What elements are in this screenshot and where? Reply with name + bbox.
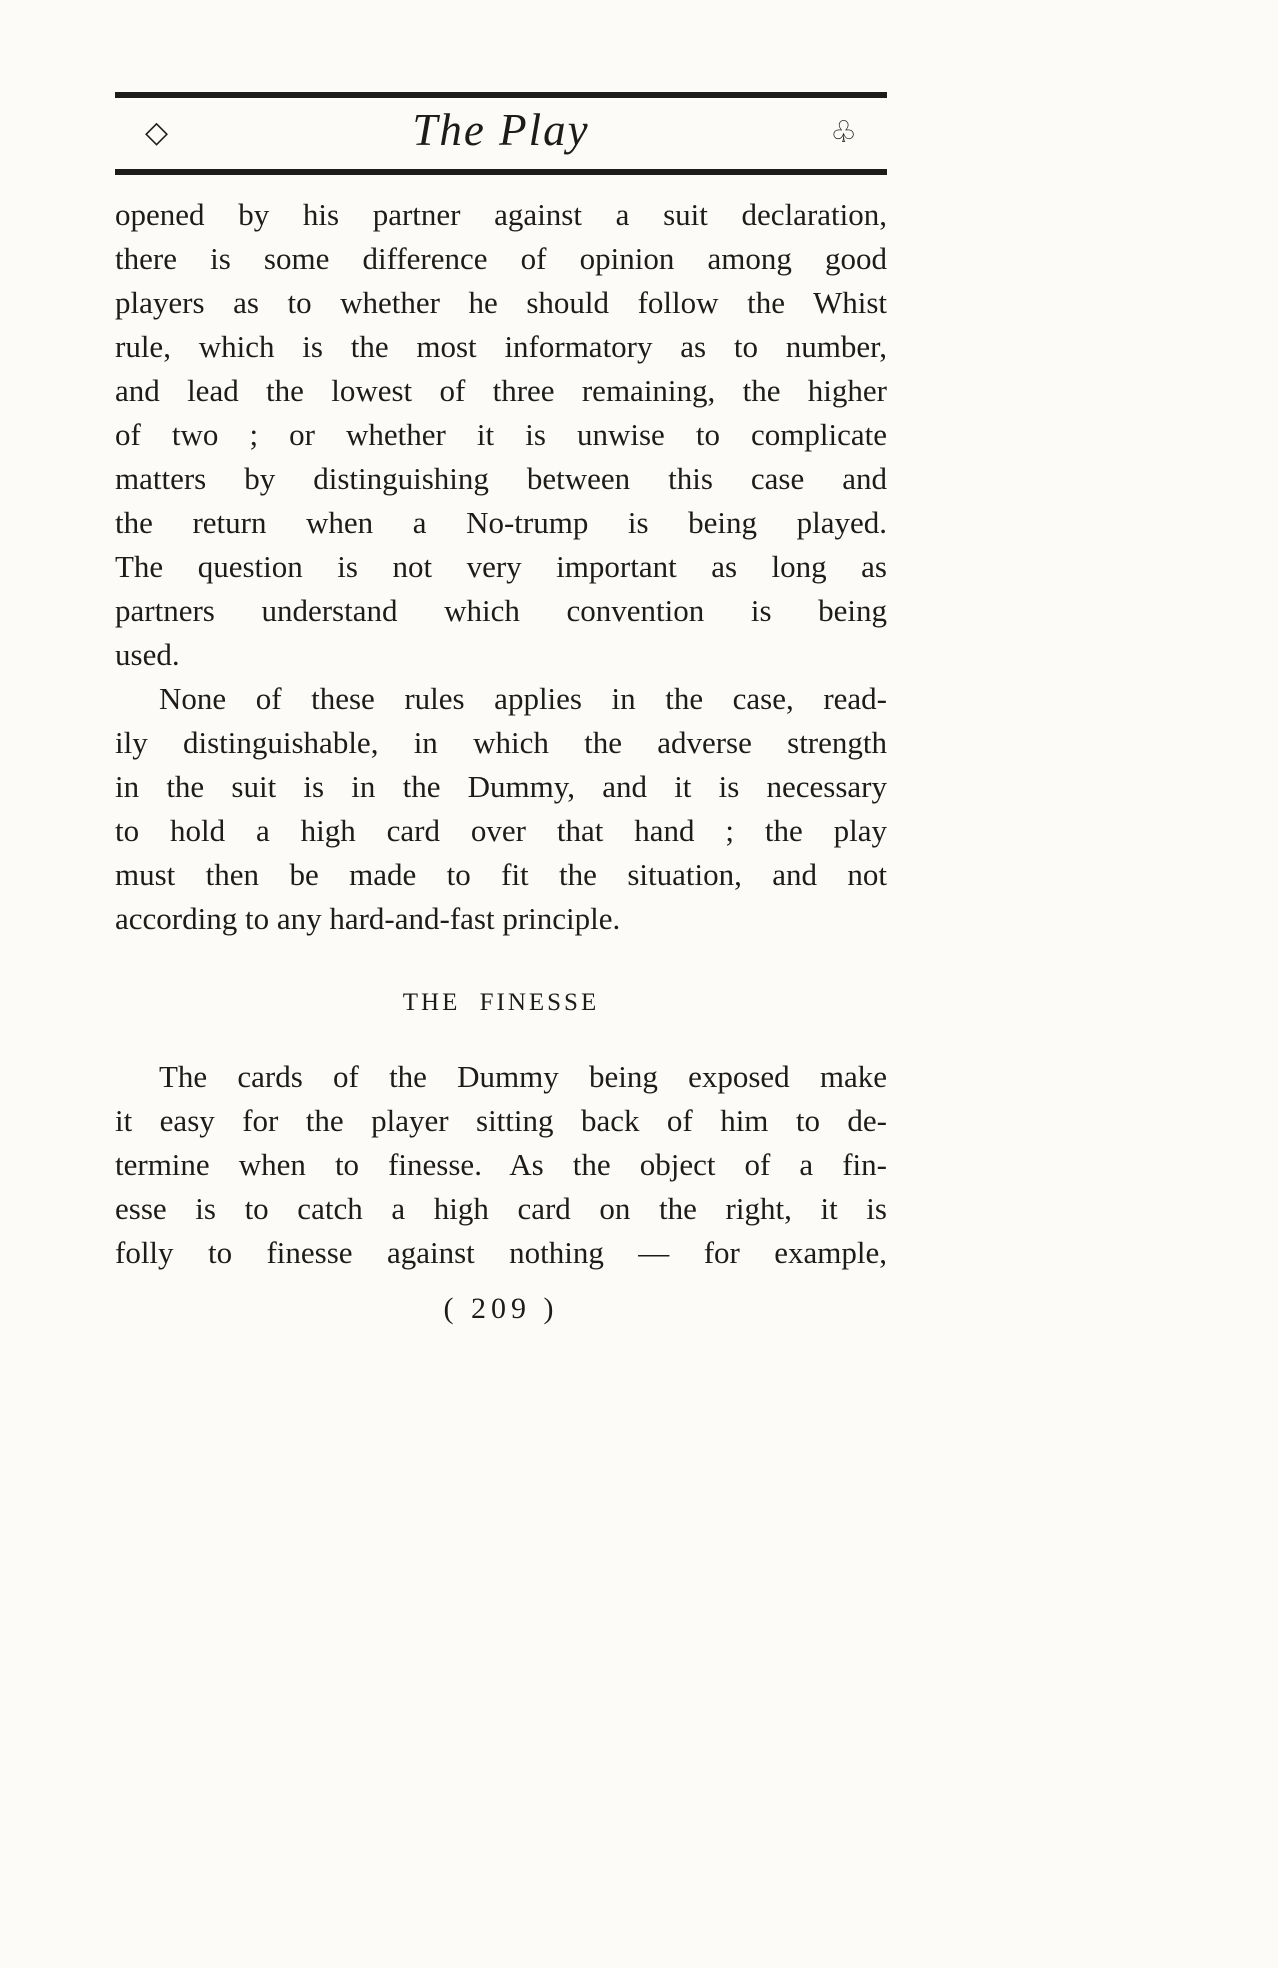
text-line: rule, which is the most informatory as to number, <box>115 329 887 364</box>
paragraph-2 <box>115 677 887 941</box>
text-line: esse is to catch a high card on the right, it is <box>115 1191 887 1226</box>
header-bottom-rule <box>115 169 887 175</box>
text-line: opened by his partner against a suit declaration, <box>115 197 887 232</box>
page-number: ( 209 ) <box>443 1292 559 1325</box>
section-heading: THE FINESSE <box>402 989 600 1016</box>
text-line: partners understand which convention is being <box>115 593 887 628</box>
text-line: termine when to finesse. As the object of a fin- <box>115 1147 887 1182</box>
text-line: The cards of the Dummy being exposed make <box>159 1059 887 1094</box>
diamond-icon: ◇ <box>145 115 169 149</box>
club-icon: ♧ <box>830 115 857 149</box>
paragraph-3-lines <box>115 1055 887 1275</box>
text-line: folly to finesse against nothing — for example, <box>115 1235 887 1270</box>
text-line: it easy for the player sitting back of him to de- <box>115 1103 887 1138</box>
paragraph-1 <box>115 193 887 677</box>
text-line: must then be made to fit the situation, and not <box>115 857 887 892</box>
paragraph-2-lines <box>115 677 887 897</box>
page-title: The Play <box>412 105 590 155</box>
text-line: matters by distinguishing between this case and <box>115 461 887 496</box>
text-line: players as to whether he should follow the Whist <box>115 285 887 320</box>
running-header <box>115 98 887 169</box>
text-line: in the suit is in the Dummy, and it is necessary <box>115 769 887 804</box>
paragraph-1-lines <box>115 193 887 633</box>
text-line: and lead the lowest of three remaining, the higher <box>115 373 887 408</box>
text-line: ily distinguishable, in which the adverse strength <box>115 725 887 760</box>
body-text <box>115 193 887 1331</box>
text-line: The question is not very important as long as <box>115 549 887 584</box>
page-content <box>115 0 887 1331</box>
text-line: the return when a No-trump is being played. <box>115 505 887 540</box>
text-line: to hold a high card over that hand ; the play <box>115 813 887 848</box>
paragraph-3 <box>115 1055 887 1275</box>
text-line: None of these rules applies in the case, read- <box>159 681 887 716</box>
text-line: there is some difference of opinion among good <box>115 241 887 276</box>
text-line: used. <box>115 637 180 672</box>
text-line: according to any hard-and-fast principle. <box>115 901 621 936</box>
text-line: of two ; or whether it is unwise to complicate <box>115 417 887 452</box>
